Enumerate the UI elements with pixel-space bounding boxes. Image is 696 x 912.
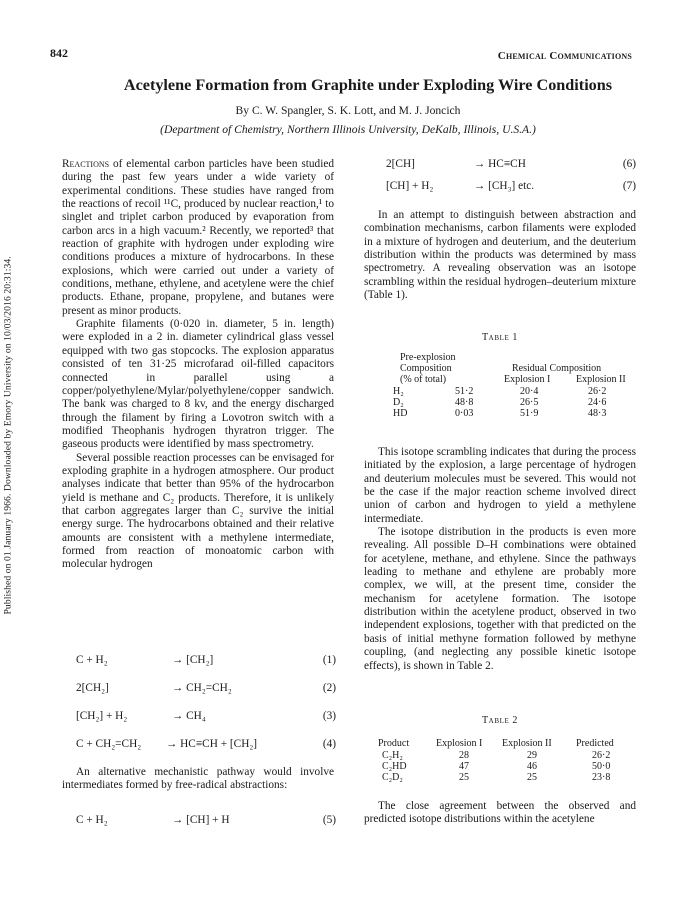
table-1: [364, 352, 636, 452]
table-2-header: Predicted: [576, 738, 614, 749]
table-1-gas: D₂: [393, 397, 404, 408]
equation-rhs: → HC≡CH + [CH₂]: [166, 738, 258, 750]
equation-number: (4): [322, 738, 336, 750]
table-2: [364, 738, 636, 798]
right-column-text-1: [364, 209, 636, 302]
page-number: 842: [50, 46, 68, 60]
equation-lhs: 2[CH₂]: [76, 682, 109, 694]
table-2-cell: 23·8: [592, 772, 611, 783]
table-1-cell: 20·4: [520, 386, 539, 397]
right-column-text-2: [364, 446, 636, 673]
table-1-head-right: Residual Composition: [512, 363, 602, 374]
lead-word: Reactions: [62, 158, 110, 170]
journal-name: Chemical Communications: [497, 50, 632, 62]
equation-lhs: C + H₂: [76, 654, 108, 666]
equation-number: (2): [322, 682, 336, 694]
table-2-cell: 47: [459, 761, 469, 772]
equation-4: [62, 738, 336, 752]
table-2-header: Explosion I: [436, 738, 483, 749]
table-2-product: C₂H₂: [382, 750, 403, 761]
table-1-gas: HD: [393, 408, 408, 419]
table-1-caption: Table 1: [481, 332, 519, 343]
equation-lhs: [CH] + H₂: [386, 180, 434, 192]
article-authors: By C. W. Spangler, S. K. Lott, and M. J. Joncich: [235, 104, 461, 117]
paragraph-intro: [62, 158, 334, 318]
equation-3: [62, 710, 336, 724]
left-column-text-1: [62, 158, 334, 572]
equation-rhs: → [CH₃] etc.: [474, 180, 535, 192]
download-notice: Published on 01 January 1966. Downloaded by Emory University on 10/03/2016 20:31:34.: [2, 256, 14, 615]
paragraph-agreement: The close agreement between the observed and predicted isotope distributions within the acetylene: [364, 800, 636, 826]
equation-rhs: → [CH₂]: [172, 654, 214, 666]
table-2-product: C₂D₂: [382, 772, 403, 783]
table-2-header: Explosion II: [502, 738, 552, 749]
equation-5: [62, 814, 336, 828]
table-1-gas: H₂: [393, 386, 404, 397]
table-1-cell: 0·03: [455, 408, 474, 419]
table-1-head-left: (% of total): [400, 374, 447, 385]
table-1-cell: 48·3: [588, 408, 607, 419]
table-1-subhead: Explosion I: [504, 374, 551, 385]
table-2-cell: 50·0: [592, 761, 611, 772]
equation-7: [364, 180, 636, 194]
equation-rhs: → CH₄: [172, 710, 206, 722]
table-1-head-left: Composition: [400, 363, 452, 374]
table-2-cell: 25: [459, 772, 469, 783]
table-2-cell: 46: [527, 761, 537, 772]
table-1-cell: 51·9: [520, 408, 539, 419]
table-1-cell: 48·8: [455, 397, 474, 408]
equation-1: [62, 654, 336, 668]
table-1-subhead: Explosion II: [576, 374, 626, 385]
table-2-cell: 26·2: [592, 750, 611, 761]
table-1-cell: 51·2: [455, 386, 474, 397]
table-1-cell: 26·2: [588, 386, 607, 397]
paragraph-scrambling: This isotope scrambling indicates that during the process initiated by the explosion, a large percentage of hydrogen and deuterium molecules must be severed. This would not be the case if the major reaction scheme involved direct union of carbon and hydrogen to yield a methylene intermediate.: [364, 446, 636, 525]
intro-text: of elemental carbon particles have been studied during the past few years under a wide variety of experimental conditions. These studies have ranged from the reactions of recoil ¹¹C, produced by nuclear reaction,¹ to singlet and triplet carbon produced by evaporation from carbon arcs in a high vacuum.² Recently, we reported³ that reaction of graphite with hydrogen under exploding wire conditions produces a mixture of hydrocarbons. In these explosions, which were carried out under a variety of conditions, methane, ethylene, and acetylene were the chief products. Ethane, propane, propylene, and butanes were present as minor products.: [62, 158, 334, 317]
equation-rhs: → HC≡CH: [474, 158, 526, 170]
table-1-cell: 26·5: [520, 397, 539, 408]
table-1-cell: 24·6: [588, 397, 607, 408]
equation-lhs: 2[CH]: [386, 158, 415, 170]
equation-6: [364, 158, 636, 172]
table-2-cell: 28: [459, 750, 469, 761]
table-2-header: Product: [378, 738, 410, 749]
equation-2: [62, 682, 336, 696]
table-2-cell: 29: [527, 750, 537, 761]
equation-rhs: → CH₂=CH₂: [172, 682, 232, 694]
paragraph-processes: Several possible reaction processes can be envisaged for exploding graphite in a hydrogen atmosphere. Our product analyses indicate that better than 95% of the hydrocarbon yield is methane and C₂ products. Therefore, it is unlikely that carbon aggregates larger than C₂ survive the initial energy surge. The hydrocarbons obtained and their relative amounts are consistent with a methylene intermediate, formed from reaction of monoatomic carbon with molecular hydrogen: [62, 451, 334, 571]
paragraph-apparatus: Graphite filaments (0·020 in. diameter, 5 in. length) were exploded in a 2 in. diameter cylindrical glass vessel equipped with two gas stopcocks. The explosion apparatus consisted of ten 31·25 microfarad oil-filled capacitors connected in parallel using a copper/polyethylene/Mylar/polyethylene/copper sandwich. The bank was charged to 8 kv, and the energy discharged through the filament by firing a Lovotron switch with a modified Theophanis hydrogen thyratron trigger. The gaseous products were identified by mass spectrometry.: [62, 318, 334, 451]
paragraph-alternative: An alternative mechanistic pathway would involve intermediates formed by free-radical abstractions:: [62, 766, 334, 792]
equation-lhs: C + CH₂=CH₂: [76, 738, 142, 750]
equation-rhs: → [CH] + H: [172, 814, 230, 826]
paragraph-distribution: The isotope distribution in the products is even more revealing. All possible D–H combinations were obtained for acetylene, methane, and ethylene. Since the pathways leading to methane and ethylene are probably more complex, we will, at the present time, consider the mechanism for acetylene formation. The isotope distribution within the acetylene product, observed in two independent explosions, together with that predicted on the basis of initial methyne formation followed by methyne coupling, (and neglecting any possible kinetic isotope effects), is shown in Table 2.: [364, 526, 636, 672]
paragraph-attempt: In an attempt to distinguish between abstraction and combination mechanisms, carbon filaments were exploded in a mixture of hydrogen and deuterium, and the deuterium distribution within the products was determined by mass spectrometry. A revealing observation was an isotope scrambling within the residual hydrogen–deuterium mixture (Table 1).: [364, 209, 637, 302]
equation-number: (3): [322, 710, 336, 722]
table-2-product: C₂HD: [382, 761, 407, 772]
article-affiliation: (Department of Chemistry, Northern Illinois University, DeKalb, Illinois, U.S.A.): [160, 123, 536, 136]
equation-number: (6): [622, 158, 636, 170]
equation-lhs: [CH₂] + H₂: [76, 710, 128, 722]
right-column-text-3: [364, 800, 636, 827]
equation-number: (7): [622, 180, 636, 192]
article-title: Acetylene Formation from Graphite under Exploding Wire Conditions: [123, 76, 613, 94]
table-2-caption: Table 2: [481, 715, 519, 726]
equation-number: (1): [322, 654, 336, 666]
table-2-cell: 25: [527, 772, 537, 783]
equation-number: (5): [322, 814, 336, 826]
left-column-text-2: [62, 766, 334, 793]
table-1-head-left: Pre-explosion: [400, 352, 456, 363]
equation-lhs: C + H₂: [76, 814, 108, 826]
